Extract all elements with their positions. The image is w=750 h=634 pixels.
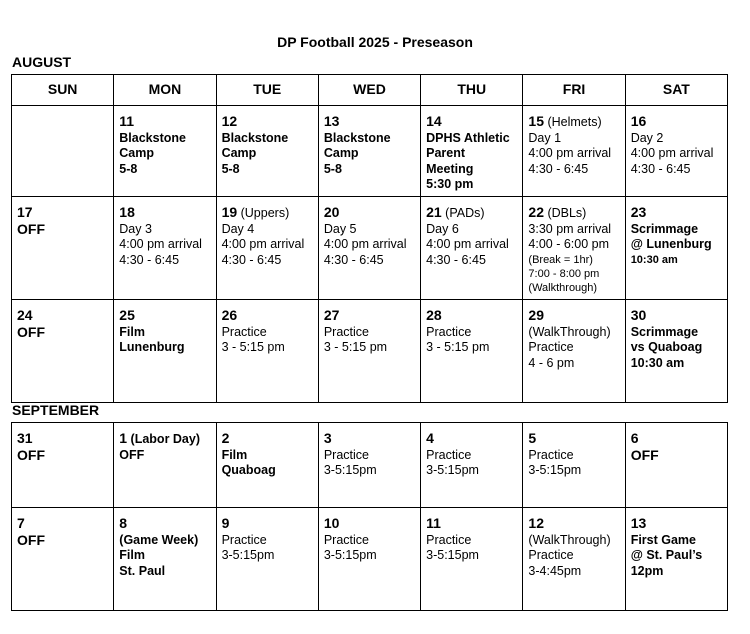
page-title: DP Football 2025 - Preseason	[277, 34, 473, 50]
event-line: 4 - 6 pm	[528, 355, 575, 370]
event-line: Practice	[426, 447, 472, 462]
day-cell	[421, 106, 523, 197]
day-cell	[12, 423, 114, 508]
event-line: 12pm	[630, 563, 664, 578]
day-cell	[421, 423, 523, 508]
event-line: Lunenburg	[119, 340, 185, 354]
event-line: Day 3	[119, 221, 152, 236]
day-number: 5	[528, 430, 537, 446]
day-number: 28	[426, 307, 442, 323]
event-line: Film	[221, 447, 248, 462]
week-row	[12, 423, 728, 508]
day-cell	[523, 106, 625, 197]
day-number: 12	[221, 113, 238, 129]
weekday-header: MON	[114, 75, 216, 106]
day-cell	[625, 508, 727, 611]
event-line: Film	[119, 324, 145, 339]
event-line: 4:30 - 6:45	[528, 161, 589, 176]
event-line: 3-5:15pm	[426, 463, 479, 477]
event-line: Camp	[119, 146, 155, 160]
day-cell	[421, 197, 523, 300]
day-number: 18	[119, 204, 135, 220]
day-tag: (Uppers)	[237, 206, 290, 220]
day-number: 24	[17, 307, 33, 323]
event-line: 4:00 pm arrival	[221, 237, 305, 251]
day-number: 12	[528, 515, 544, 531]
day-cell	[114, 106, 216, 197]
event-line: Practice	[426, 324, 472, 339]
day-number: 25	[119, 307, 135, 323]
day-number: 6	[630, 430, 639, 446]
event-line: St. Paul	[119, 563, 166, 578]
event-line: @ St. Paul’s	[630, 548, 703, 562]
day-number: 1	[119, 430, 128, 446]
weekday-header: SUN	[12, 75, 114, 106]
day-tag: (DBLs)	[543, 206, 587, 220]
day-cell	[421, 300, 523, 403]
event-line: 3:30 pm arrival	[528, 221, 612, 236]
day-cell	[216, 508, 318, 611]
event-line: Blackstone	[119, 130, 186, 145]
event-line: Quaboag	[221, 463, 276, 477]
weekday-header: WED	[318, 75, 420, 106]
day-number: 20	[323, 204, 340, 220]
day-number: 11	[119, 113, 135, 129]
day-cell	[114, 300, 216, 403]
day-cell	[12, 508, 114, 611]
event-line: 5-8	[323, 161, 342, 176]
event-line: 4:00 pm arrival	[323, 237, 407, 251]
day-number: 14	[426, 113, 442, 129]
event-line: Day 5	[323, 221, 357, 236]
event-line: 5-8	[119, 161, 138, 176]
day-cell	[12, 106, 114, 197]
event-line: 3-4:45pm	[528, 563, 582, 578]
day-cell	[114, 508, 216, 611]
day-number: 16	[630, 113, 647, 129]
event-line: Practice	[528, 548, 574, 562]
event-line: OFF	[17, 323, 45, 340]
event-line: 4:00 pm arrival	[426, 237, 509, 251]
event-line: 3-5:15pm	[221, 548, 275, 562]
day-number: 26	[221, 307, 238, 323]
event-line: 4:30 - 6:45	[323, 252, 384, 267]
event-line: OFF	[17, 220, 45, 237]
day-number: 13	[630, 515, 647, 531]
event-line: (WalkThrough)	[528, 532, 611, 547]
day-cell	[12, 197, 114, 300]
day-number: 15	[528, 113, 544, 129]
day-cell	[625, 423, 727, 508]
day-cell	[625, 300, 727, 403]
week-row	[12, 106, 728, 197]
event-line: (Walkthrough)	[528, 281, 598, 294]
event-line: Practice	[221, 324, 267, 339]
day-number: 19	[221, 204, 238, 220]
event-line: 4:30 - 6:45	[426, 252, 486, 267]
day-cell	[523, 197, 625, 300]
day-cell	[523, 508, 625, 611]
day-number: 8	[119, 515, 128, 531]
event-line: (Game Week)	[119, 532, 199, 547]
day-cell	[318, 300, 420, 403]
weekday-header: TUE	[216, 75, 318, 106]
event-line: vs Quaboag	[630, 340, 703, 354]
event-line: Practice	[323, 324, 369, 339]
weekday-header: THU	[421, 75, 523, 106]
month-label-september: SEPTEMBER	[12, 402, 100, 418]
day-cell	[12, 300, 114, 403]
event-line: 4:30 - 6:45	[119, 252, 180, 267]
event-line: Practice	[323, 532, 369, 547]
event-line: 3-5:15pm	[528, 463, 582, 477]
event-line: (Break = 1hr)	[528, 253, 593, 266]
day-number: 4	[426, 430, 434, 446]
day-cell	[625, 106, 727, 197]
day-number: 13	[323, 113, 340, 129]
day-cell	[318, 508, 420, 611]
day-cell	[523, 300, 625, 403]
day-tag: (Labor Day)	[127, 432, 201, 446]
day-number: 29	[528, 307, 544, 323]
event-line: 3-5:15pm	[323, 463, 377, 477]
event-line: 10:30 am	[630, 253, 678, 266]
weekday-header: FRI	[523, 75, 625, 106]
event-line: Blackstone	[221, 130, 289, 145]
event-line: Practice	[528, 447, 574, 462]
day-number: 17	[17, 204, 33, 220]
event-line: Parent	[426, 146, 466, 160]
event-line: 10:30 am	[630, 355, 685, 370]
event-line: Blackstone	[323, 130, 391, 145]
event-line: Practice	[221, 532, 267, 547]
event-line: 3-5:15pm	[426, 548, 479, 562]
event-line: 4:30 - 6:45	[221, 252, 282, 267]
event-line: 4:00 pm arrival	[630, 146, 714, 160]
event-line: Day 6	[426, 221, 459, 236]
event-line: Practice	[528, 340, 574, 354]
event-line: Practice	[323, 447, 369, 462]
week-row	[12, 508, 728, 611]
day-cell	[318, 106, 420, 197]
event-line: Day 4	[221, 221, 255, 236]
day-number: 22	[528, 204, 544, 220]
day-number: 10	[323, 515, 340, 531]
month-label-august: AUGUST	[12, 54, 72, 70]
event-line: Meeting	[426, 161, 474, 176]
day-number: 23	[630, 204, 647, 220]
event-line: Scrimmage	[630, 221, 699, 236]
day-number: 3	[323, 430, 332, 446]
day-cell	[114, 423, 216, 508]
day-number: 21	[426, 204, 442, 220]
event-line: 4:30 - 6:45	[630, 161, 691, 176]
event-line: Camp	[221, 146, 257, 160]
event-line: Film	[119, 548, 145, 562]
weekday-header-row	[12, 75, 728, 106]
day-tag: (Helmets)	[543, 115, 602, 129]
event-line: 5:30 pm	[426, 177, 474, 191]
day-cell	[114, 197, 216, 300]
day-number: 7	[17, 515, 25, 531]
event-line: 4:00 - 6:00 pm	[528, 237, 610, 251]
week-row	[12, 197, 728, 300]
event-line: DPHS Athletic	[426, 130, 510, 145]
event-line: Day 2	[630, 130, 664, 145]
event-line: @ Lunenburg	[630, 237, 712, 251]
day-number: 11	[426, 515, 441, 531]
event-line: 5-8	[221, 161, 240, 176]
day-cell	[523, 423, 625, 508]
event-line: 7:00 - 8:00 pm	[528, 267, 600, 280]
event-line: OFF	[119, 447, 145, 462]
event-line: Scrimmage	[630, 324, 699, 339]
weekday-header: SAT	[625, 75, 727, 106]
event-line: 3 - 5:15 pm	[426, 340, 490, 354]
event-line: OFF	[17, 531, 45, 548]
event-line: 4:00 pm arrival	[528, 146, 612, 160]
day-cell	[216, 106, 318, 197]
day-cell	[421, 508, 523, 611]
event-line: OFF	[630, 446, 659, 463]
day-cell	[625, 197, 727, 300]
event-line: Practice	[426, 532, 472, 547]
day-cell	[318, 423, 420, 508]
day-number: 30	[630, 307, 647, 323]
week-row	[12, 300, 728, 403]
day-tag: (PADs)	[441, 206, 485, 220]
day-number: 27	[323, 307, 340, 323]
event-line: 4:00 pm arrival	[119, 237, 202, 251]
day-cell	[216, 197, 318, 300]
event-line: OFF	[17, 446, 45, 463]
day-cell	[216, 300, 318, 403]
event-line: 3-5:15pm	[323, 548, 377, 562]
event-line: (WalkThrough)	[528, 324, 611, 339]
event-line: Day 1	[528, 130, 562, 145]
event-line: Camp	[323, 146, 359, 160]
september-calendar	[11, 422, 728, 611]
day-number: 2	[221, 430, 230, 446]
day-number: 9	[221, 515, 230, 531]
day-cell	[318, 197, 420, 300]
event-line: 3 - 5:15 pm	[221, 340, 285, 354]
event-line: First Game	[630, 532, 696, 547]
day-number: 31	[17, 430, 33, 446]
day-cell	[216, 423, 318, 508]
event-line: 3 - 5:15 pm	[323, 340, 388, 354]
august-calendar	[11, 74, 728, 403]
